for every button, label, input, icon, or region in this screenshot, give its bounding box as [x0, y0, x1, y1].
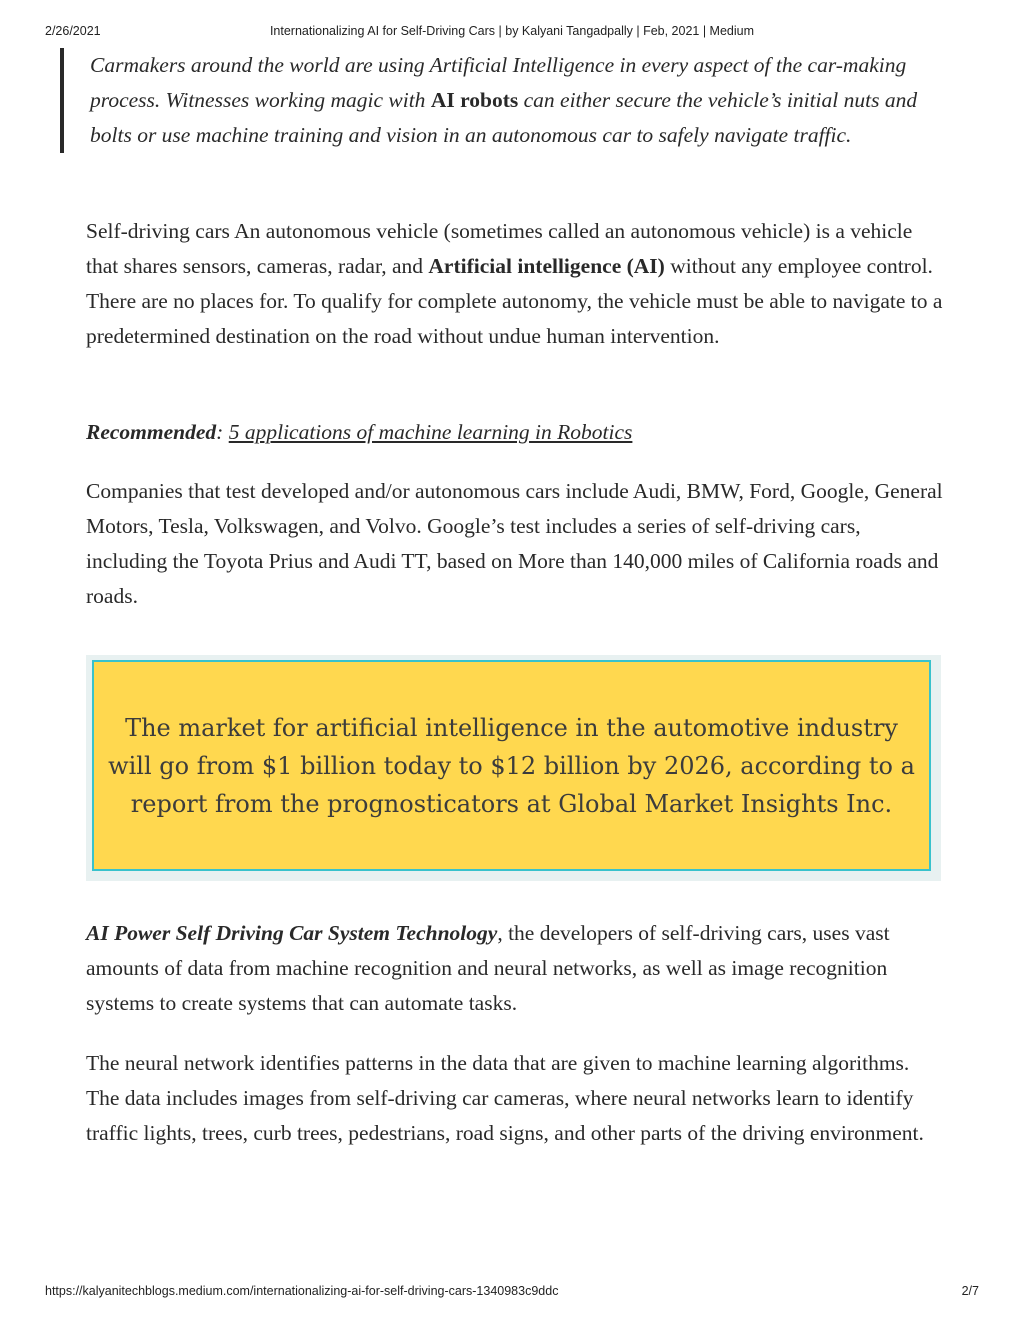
para3-text: , the developers of self-driving cars, uses vast amounts of data from machine recognition and neural networks, as well as image recognition systems to create systems that can automate tasks. — [86, 921, 890, 1015]
paragraph-neural-network: The neural network identifies patterns in the data that are given to machine learning algorithms. The data includes images from self-driving car cameras, where neural networks learn to identify traffic lights, trees, curb trees, pedestrians, road signs, and other parts of the driving environment. — [86, 1051, 924, 1145]
recommended-separator: : — [216, 420, 229, 444]
paragraph-companies: Companies that test developed and/or autonomous cars include Audi, BMW, Ford, Google, General Motors, Tesla, Volkswagen, and Volvo. Google’s test includes a series of self-driving cars, including the Toyota Prius and Audi TT, based on More than 140,000 miles of California roads and roads. — [86, 479, 943, 608]
para1-bold-ai: Artificial intelligence (AI) — [428, 254, 665, 278]
recommended-line — [86, 415, 946, 450]
paragraph-ai-power — [86, 916, 946, 1021]
quote-bold-ai-robots: AI robots — [430, 88, 519, 112]
para1-text-end: without any employee control. There are no places for. To qualify for complete autonomy, the vehicle must be able to navigate to a predetermined destination on the road without undue human intervention. — [86, 254, 943, 348]
print-footer — [45, 1284, 979, 1300]
market-banner-text: The market for artificial intelligence in the automotive industry will go from $1 billion today to $12 billion by 2026, according to a report from the prognosticators at Global Market Insights Inc. — [108, 713, 915, 818]
market-banner — [92, 660, 931, 871]
quote-text-start: Carmakers around the world are using Artificial Intelligence in every aspect of the car-making process. Witnesses working magic with — [90, 53, 907, 112]
page-number: 2/7 — [961, 1284, 979, 1298]
ai-power-heading: AI Power Self Driving Car System Technology — [86, 921, 498, 945]
print-url: https://kalyanitechblogs.medium.com/internationalizing-ai-for-self-driving-cars-1340983c9ddc — [45, 1284, 559, 1298]
market-banner-frame — [86, 655, 941, 881]
recommended-label: Recommended — [86, 420, 217, 444]
pull-quote — [60, 48, 940, 153]
para1-text-start: Self-driving cars An autonomous vehicle (sometimes called an autonomous vehicle) is a vehicle that shares sensors, cameras, radar, and — [86, 219, 913, 278]
recommended-link[interactable]: 5 applications of machine learning in Robotics — [228, 420, 633, 444]
print-date: 2/26/2021 — [45, 24, 101, 38]
print-title: Internationalizing AI for Self-Driving Cars | by Kalyani Tangadpally | Feb, 2021 | Medium — [269, 24, 755, 38]
quote-text-end: can either secure the vehicle’s initial nuts and bolts or use machine training and vision in an autonomous car to safely navigate traffic. — [90, 88, 918, 147]
print-header — [45, 24, 979, 40]
paragraph-self-driving — [86, 214, 946, 354]
